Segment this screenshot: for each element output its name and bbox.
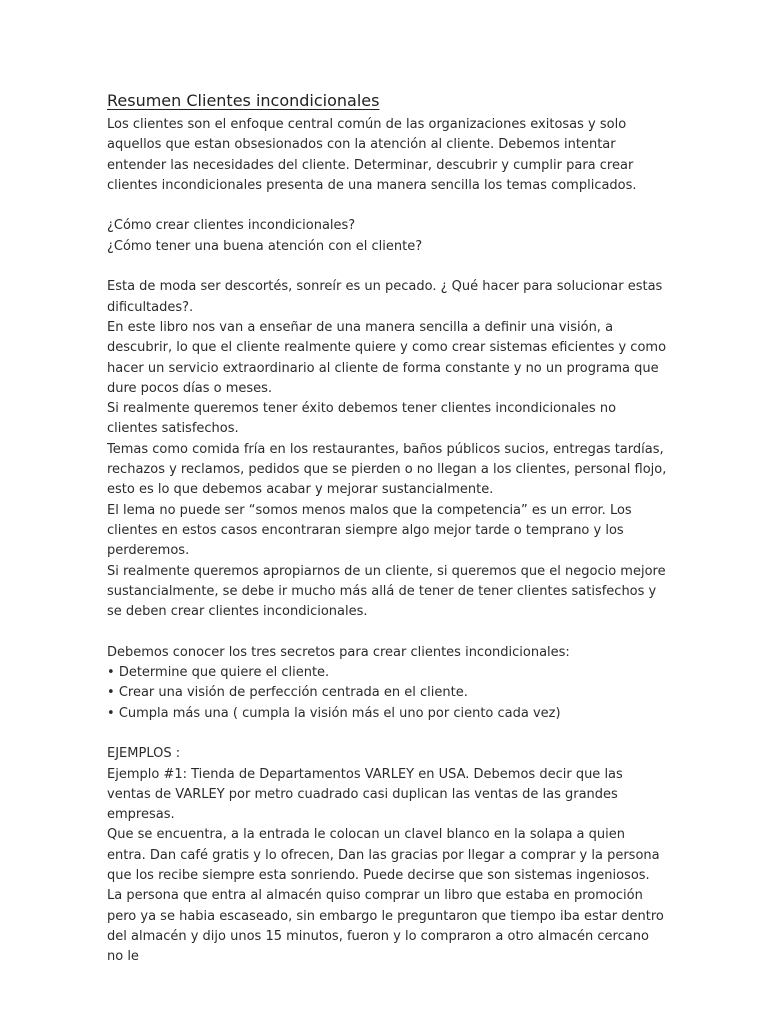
bullet-item: • Cumpla más una ( cumpla la visión más el uno por ciento cada vez) [107, 704, 667, 724]
body-paragraph: En este libro nos van a enseñar de una manera sencilla a definir una visión, a descubrir, lo que el cliente realmente quiere y como crear sistemas eficientes y como hacer un servicio extraordinario al cliente de forma constante y no un programa que dure pocos días o meses. [107, 319, 667, 396]
document-title: Resumen Clientes incondicionales [107, 91, 380, 110]
paragraph-spacer [107, 622, 667, 642]
paragraph-spacer [107, 724, 667, 744]
examples-heading: EJEMPLOS : [107, 746, 181, 762]
document-body [107, 90, 667, 967]
example-paragraph: Que se encuentra, a la entrada le colocan un clavel blanco en la solapa a quien entra. Dan café gratis y lo ofrecen, Dan las gracias por llegar a comprar y la persona que los recibe siempre esta sonriendo. Puede decirse que son sistemas ingeniosos. [107, 827, 660, 883]
body-paragraph: Esta de moda ser descortés, sonreír es un pecado. ¿ Qué hacer para solucionar estas dificultades?. [107, 279, 663, 315]
intro-paragraph: Los clientes son el enfoque central común de las organizaciones exitosas y solo aquellos que estan obsesionados con la atención al cliente. Debemos intentar entender las necesidades del cliente. Determinar, descubrir y cumplir para crear clientes incondicionales presenta de una manera sencilla los temas complicados. [107, 117, 637, 193]
secrets-list [107, 663, 667, 724]
body-paragraph: Si realmente queremos apropiarnos de un cliente, si queremos que el negocio mejore sustancialmente, se debe ir mucho más allá de tener de tener clientes satisfechos y se deben crear clientes incondicionales. [107, 563, 666, 620]
secrets-intro: Debemos conocer los tres secretos para crear clientes incondicionales: [107, 644, 570, 660]
body-paragraph: Si realmente queremos tener éxito debemos tener clientes incondicionales no clientes satisfechos. [107, 401, 617, 437]
body-paragraph: Temas como comida fría en los restaurantes, baños públicos sucios, entregas tardías, rechazos y reclamos, pedidos que se pierden o no llegan a los clientes, personal flojo, esto es lo que debemos acabar y mejorar sustancialmente. [107, 441, 667, 498]
question-line: ¿Cómo tener una buena atención con el cliente? [107, 238, 423, 254]
bullet-item: • Determine que quiere el cliente. [107, 663, 667, 683]
paragraph-spacer [107, 196, 667, 216]
paragraph-spacer [107, 257, 667, 277]
example-paragraph: La persona que entra al almacén quiso comprar un libro que estaba en promoción pero ya se habia escaseado, sin embargo le preguntaron que tiempo iba estar dentro del almacén y dijo unos 15 minutos, fueron y lo compraron a otro almacén cercano no le [107, 888, 664, 965]
example-paragraph: Ejemplo #1: Tienda de Departamentos VARLEY en USA. Debemos decir que las ventas de VARLEY por metro cuadrado casi duplican las ventas de las grandes empresas. [107, 766, 623, 823]
body-paragraph: El lema no puede ser “somos menos malos que la competencia” es un error. Los clientes en estos casos encontraran siempre algo mejor tarde o temprano y los perderemos. [107, 502, 632, 559]
question-line: ¿Cómo crear clientes incondicionales? [107, 218, 356, 234]
bullet-item: • Crear una visión de perfección centrada en el cliente. [107, 683, 667, 703]
